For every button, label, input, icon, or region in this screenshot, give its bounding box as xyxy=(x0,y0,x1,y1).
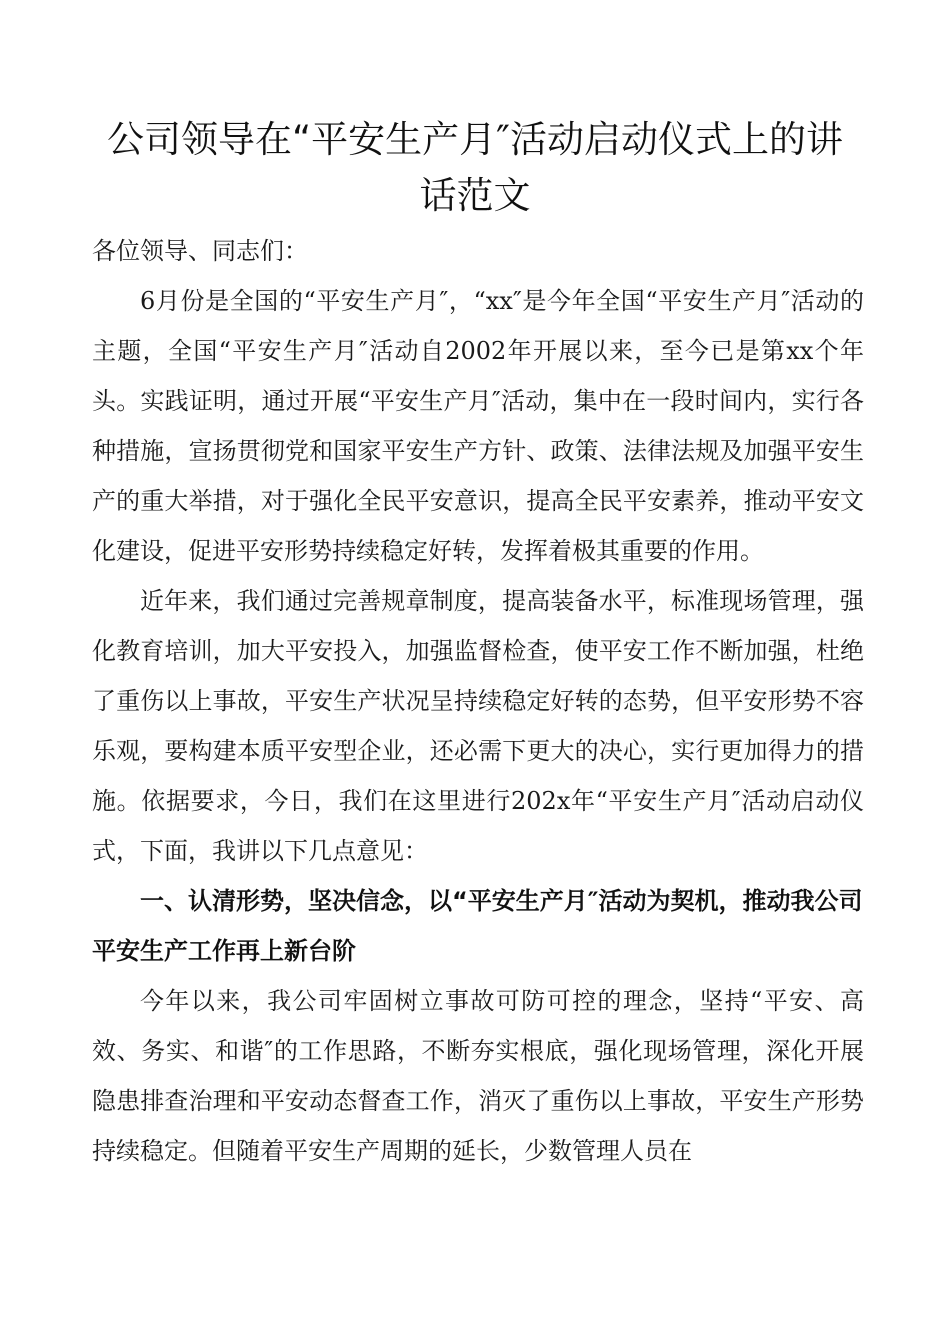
salutation: 各位领导、同志们： xyxy=(92,237,308,265)
document-title: 公司领导在“平安生产月″活动启动仪式上的讲话范文 xyxy=(107,118,843,217)
document-body xyxy=(92,226,864,1176)
paragraph-recent-years: 近年来，我们通过完善规章制度，提高装备水平，标准现场管理，强化教育培训，加大平安投入，加强监督检查，使平安工作不断加强，杜绝了重伤以上事故，平安生产状况呈持续稳定好转的态势，但平安形势不容乐观，要构建本质平安型企业，还必需下更大的决心，实行更加得力的措施。依据要求，今日，我们在这里进行202x年“平安生产月″活动启动仪式，下面，我讲以下几点意见： xyxy=(92,587,864,865)
section-heading-1: 一、认清形势，坚决信念，以“平安生产月″活动为契机，推动我公司平安生产工作再上新台阶 xyxy=(92,887,863,965)
paragraph-section-1: 今年以来，我公司牢固树立事故可防可控的理念，坚持“平安、高效、务实、和谐″的工作思路，不断夯实根底，强化现场管理，深化开展隐患排查治理和平安动态督查工作，消灭了重伤以上事故，平安生产形势持续稳定。但随着平安生产周期的延长，少数管理人员在 xyxy=(92,987,864,1165)
paragraph-intro: 6月份是全国的“平安生产月″，“xx″是今年全国“平安生产月″活动的主题，全国“平安生产月″活动自2002年开展以来，至今已是第xx个年头。实践证明，通过开展“平安生产月″活动，集中在一段时间内，实行各种措施，宣扬贯彻党和国家平安生产方针、政策、法律法规及加强平安生产的重大举措，对于强化全民平安意识，提高全民平安素养，推动平安文化建设，促进平安形势持续稳定好转，发挥着极其重要的作用。 xyxy=(92,287,864,565)
